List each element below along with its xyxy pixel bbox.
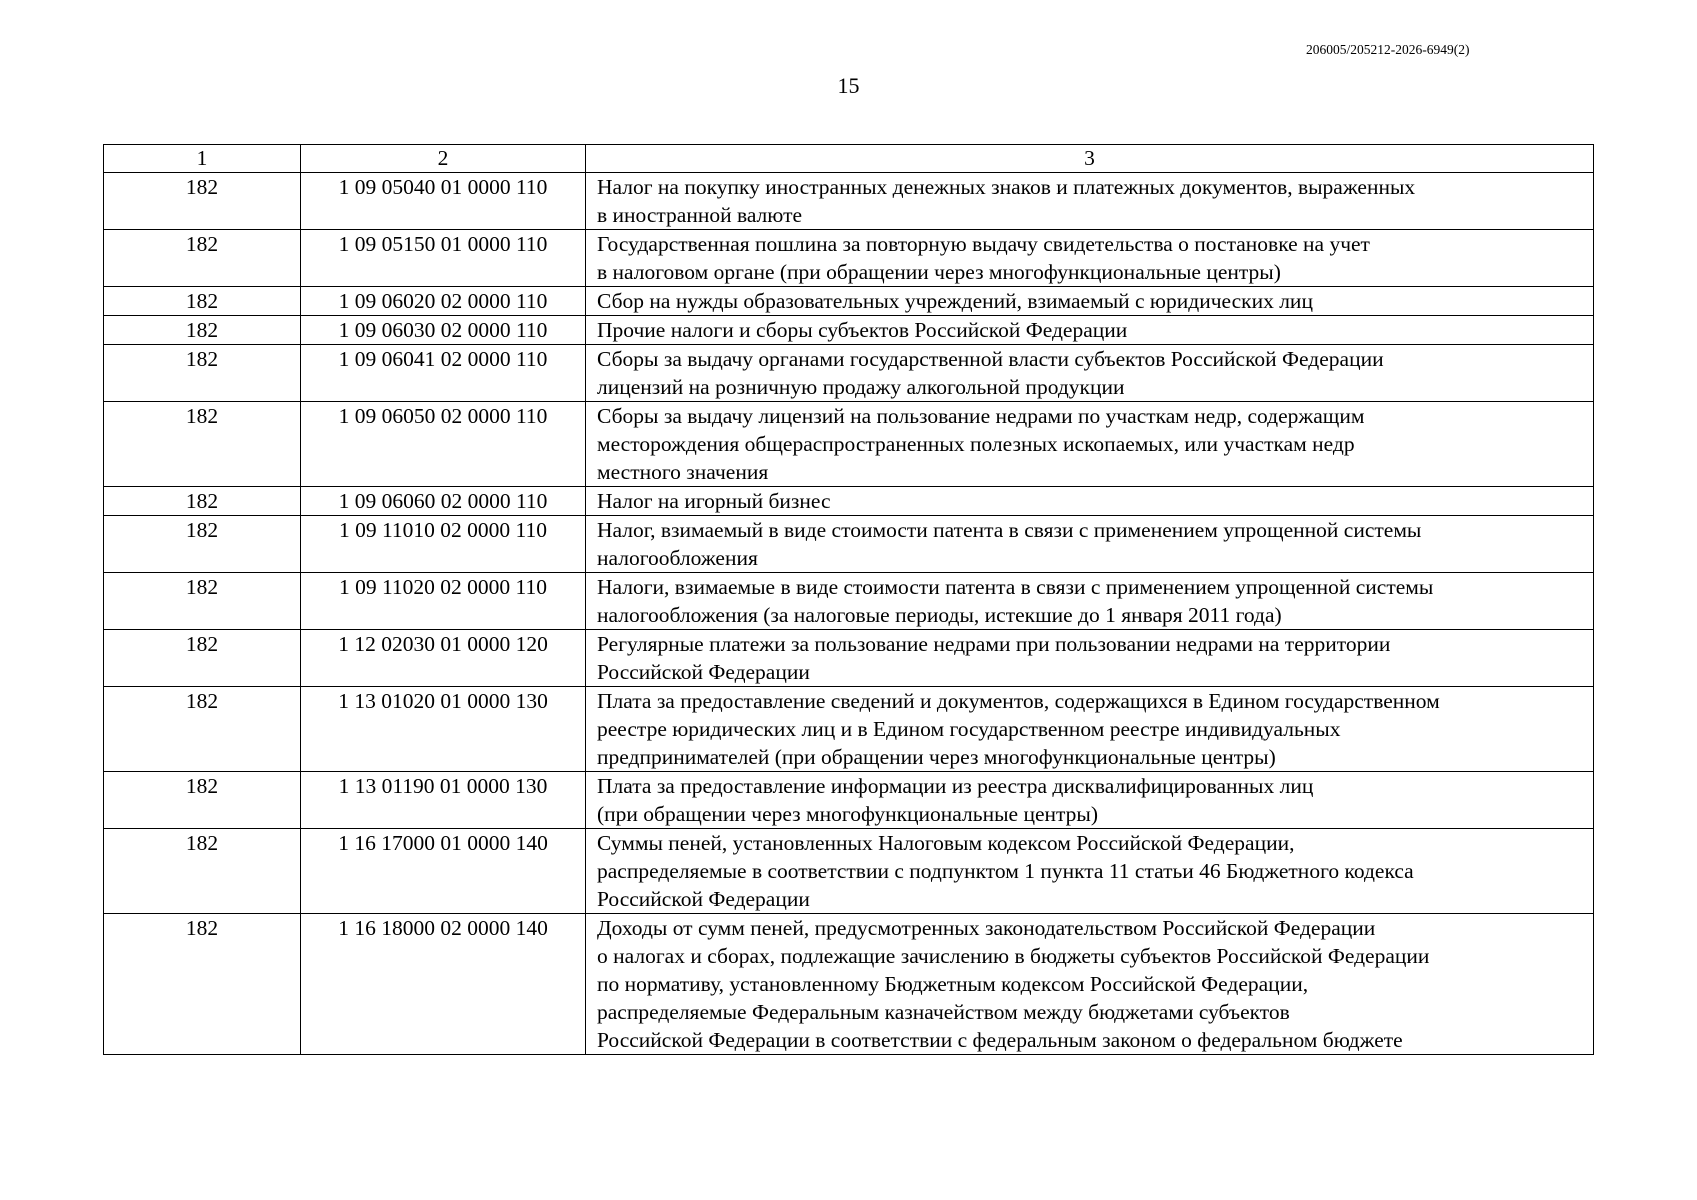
budget-classification-code-cell: 1 09 11020 02 0000 110 bbox=[301, 573, 586, 630]
admin-code-cell: 182 bbox=[104, 772, 301, 829]
revenue-name-line: Государственная пошлина за повторную выдачу свидетельства о постановке на учет bbox=[597, 232, 1370, 256]
table-row bbox=[104, 914, 1594, 1055]
revenue-name-line: Налог, взимаемый в виде стоимости патента в связи с применением упрощенной системы bbox=[597, 518, 1422, 542]
revenue-name-line: Сбор на нужды образовательных учреждений, взимаемый с юридических лиц bbox=[597, 289, 1313, 313]
table-row bbox=[104, 630, 1594, 687]
budget-classification-code-cell: 1 09 06041 02 0000 110 bbox=[301, 345, 586, 402]
admin-code-cell: 182 bbox=[104, 630, 301, 687]
revenue-name-line: налогообложения bbox=[597, 546, 758, 570]
revenue-name-line: о налогах и сборах, подлежащие зачислению в бюджеты субъектов Российской Федерации bbox=[597, 944, 1430, 968]
table-row bbox=[104, 287, 1594, 316]
revenue-name-line: распределяемые Федеральным казначейством между бюджетами субъектов bbox=[597, 1000, 1290, 1024]
revenue-name-cell bbox=[586, 345, 1594, 402]
budget-classification-code-cell: 1 12 02030 01 0000 120 bbox=[301, 630, 586, 687]
admin-code-cell: 182 bbox=[104, 345, 301, 402]
budget-classification-code-cell: 1 16 18000 02 0000 140 bbox=[301, 914, 586, 1055]
budget-classification-code-cell: 1 16 17000 01 0000 140 bbox=[301, 829, 586, 914]
budget-classification-code-cell: 1 09 06020 02 0000 110 bbox=[301, 287, 586, 316]
revenue-name-cell bbox=[586, 487, 1594, 516]
revenue-name-line: налогообложения (за налоговые периоды, истекшие до 1 января 2011 года) bbox=[597, 603, 1282, 627]
column-header-3: 3 bbox=[586, 145, 1594, 173]
budget-classification-code-cell: 1 13 01190 01 0000 130 bbox=[301, 772, 586, 829]
revenue-name-line: Регулярные платежи за пользование недрами при пользовании недрами на территории bbox=[597, 632, 1391, 656]
admin-code-cell: 182 bbox=[104, 914, 301, 1055]
revenue-name-line: Прочие налоги и сборы субъектов Российской Федерации bbox=[597, 318, 1128, 342]
table-row bbox=[104, 173, 1594, 230]
budget-classification-code-cell: 1 09 06060 02 0000 110 bbox=[301, 487, 586, 516]
revenue-name-line: по нормативу, установленному Бюджетным кодексом Российской Федерации, bbox=[597, 972, 1309, 996]
revenue-name-line: (при обращении через многофункциональные центры) bbox=[597, 802, 1099, 826]
revenue-name-line: Налог на покупку иностранных денежных знаков и платежных документов, выраженных bbox=[597, 175, 1416, 199]
admin-code-cell: 182 bbox=[104, 173, 301, 230]
revenue-name-line: Российской Федерации в соответствии с федеральным законом о федеральном бюджете bbox=[597, 1028, 1403, 1052]
revenue-name-cell bbox=[586, 287, 1594, 316]
revenue-name-cell bbox=[586, 914, 1594, 1055]
admin-code-cell: 182 bbox=[104, 287, 301, 316]
revenue-name-line: Доходы от сумм пеней, предусмотренных законодательством Российской Федерации bbox=[597, 916, 1376, 940]
admin-code-cell: 182 bbox=[104, 487, 301, 516]
budget-classification-code-cell: 1 09 05040 01 0000 110 bbox=[301, 173, 586, 230]
revenue-name-cell bbox=[586, 772, 1594, 829]
admin-code-cell: 182 bbox=[104, 230, 301, 287]
revenue-name-line: Российской Федерации bbox=[597, 660, 810, 684]
table-header-row bbox=[104, 145, 1594, 173]
revenue-codes-table bbox=[103, 144, 1594, 1055]
budget-classification-code-cell: 1 13 01020 01 0000 130 bbox=[301, 687, 586, 772]
table-row bbox=[104, 316, 1594, 345]
revenue-name-line: месторождения общераспространенных полезных ископаемых, или участкам недр bbox=[597, 432, 1355, 456]
revenue-name-line: Суммы пеней, установленных Налоговым кодексом Российской Федерации, bbox=[597, 831, 1295, 855]
admin-code-cell: 182 bbox=[104, 316, 301, 345]
revenue-name-cell bbox=[586, 173, 1594, 230]
revenue-name-line: лицензий на розничную продажу алкогольной продукции bbox=[597, 375, 1125, 399]
revenue-name-line: Сборы за выдачу лицензий на пользование недрами по участкам недр, содержащим bbox=[597, 404, 1365, 428]
budget-classification-code-cell: 1 09 11010 02 0000 110 bbox=[301, 516, 586, 573]
budget-classification-code-cell: 1 09 06050 02 0000 110 bbox=[301, 402, 586, 487]
revenue-name-cell bbox=[586, 687, 1594, 772]
table-body bbox=[104, 145, 1594, 1055]
revenue-name-cell bbox=[586, 230, 1594, 287]
table-row bbox=[104, 829, 1594, 914]
admin-code-cell: 182 bbox=[104, 516, 301, 573]
revenue-name-cell bbox=[586, 316, 1594, 345]
column-header-2: 2 bbox=[301, 145, 586, 173]
budget-classification-code-cell: 1 09 06030 02 0000 110 bbox=[301, 316, 586, 345]
table-row bbox=[104, 402, 1594, 487]
revenue-name-line: Плата за предоставление информации из реестра дисквалифицированных лиц bbox=[597, 774, 1314, 798]
table-row bbox=[104, 230, 1594, 287]
revenue-name-line: предпринимателей (при обращении через многофункциональные центры) bbox=[597, 745, 1276, 769]
revenue-name-cell bbox=[586, 829, 1594, 914]
revenue-name-line: Плата за предоставление сведений и документов, содержащихся в Едином государственном bbox=[597, 689, 1440, 713]
revenue-name-line: в налоговом органе (при обращении через многофункциональные центры) bbox=[597, 260, 1281, 284]
revenue-name-line: реестре юридических лиц и в Едином государственном реестре индивидуальных bbox=[597, 717, 1341, 741]
table-row bbox=[104, 772, 1594, 829]
table-row bbox=[104, 573, 1594, 630]
revenue-name-cell bbox=[586, 630, 1594, 687]
revenue-name-line: местного значения bbox=[597, 460, 769, 484]
revenue-name-line: Налог на игорный бизнес bbox=[597, 489, 831, 513]
page-number: 15 bbox=[837, 73, 860, 98]
budget-classification-code-cell: 1 09 05150 01 0000 110 bbox=[301, 230, 586, 287]
admin-code-cell: 182 bbox=[104, 687, 301, 772]
table-row bbox=[104, 516, 1594, 573]
admin-code-cell: 182 bbox=[104, 573, 301, 630]
revenue-name-cell bbox=[586, 402, 1594, 487]
admin-code-cell: 182 bbox=[104, 402, 301, 487]
revenue-name-line: Российской Федерации bbox=[597, 887, 810, 911]
table-row bbox=[104, 345, 1594, 402]
table-row bbox=[104, 487, 1594, 516]
revenue-name-cell bbox=[586, 573, 1594, 630]
document-registration-number: 206005/205212-2026-6949(2) bbox=[1306, 42, 1470, 57]
admin-code-cell: 182 bbox=[104, 829, 301, 914]
revenue-name-line: Сборы за выдачу органами государственной власти субъектов Российской Федерации bbox=[597, 347, 1384, 371]
revenue-name-line: Налоги, взимаемые в виде стоимости патента в связи с применением упрощенной системы bbox=[597, 575, 1434, 599]
column-header-1: 1 bbox=[104, 145, 301, 173]
revenue-name-line: в иностранной валюте bbox=[597, 203, 803, 227]
revenue-name-line: распределяемые в соответствии с подпунктом 1 пункта 11 статьи 46 Бюджетного кодекса bbox=[597, 859, 1414, 883]
table-row bbox=[104, 687, 1594, 772]
revenue-name-cell bbox=[586, 516, 1594, 573]
